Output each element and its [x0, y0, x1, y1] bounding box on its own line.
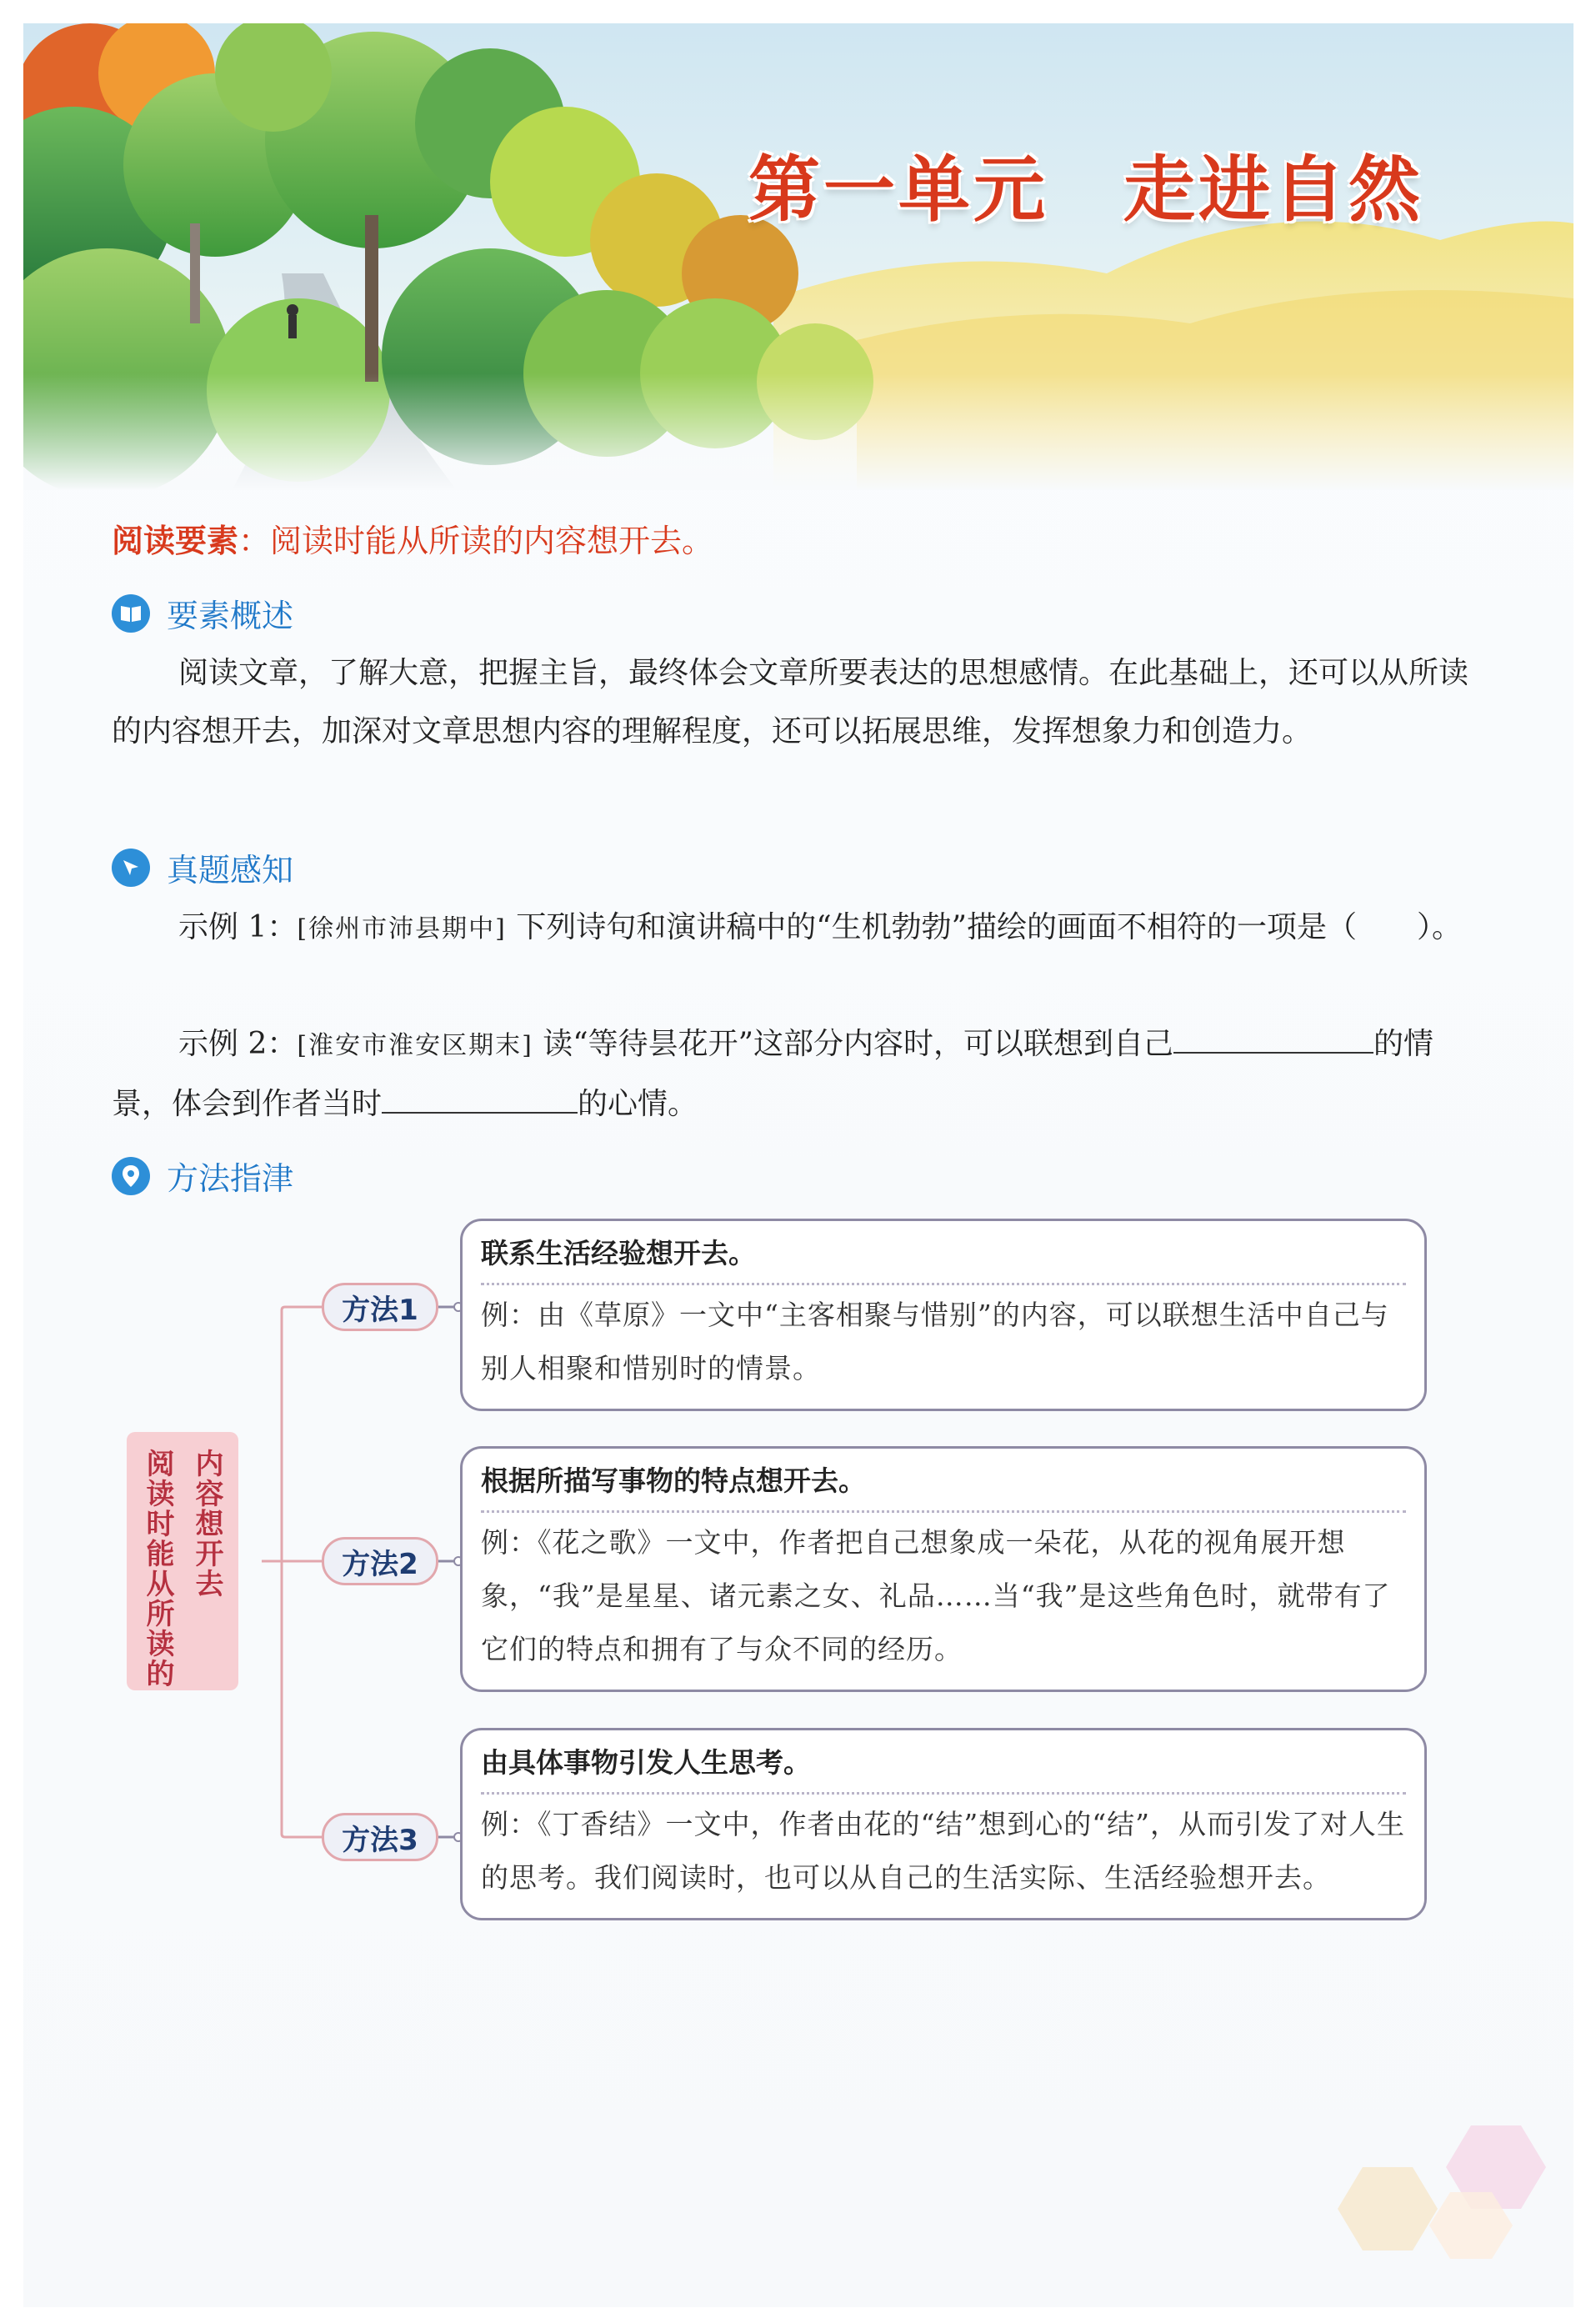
- example-2-source: [淮安市淮安区期末]: [297, 1031, 533, 1060]
- unit-label: 第一单元: [748, 148, 1048, 232]
- example-1: [112, 899, 1478, 959]
- forest-illustration: [23, 23, 1573, 490]
- root-col-1: 阅读时能从所读的: [141, 1449, 174, 1689]
- method-1-body: 例：由《草原》一文中“主客相聚与惜别”的内容，可以联想生活中自己与别人相聚和惜别时的情景。: [481, 1299, 1389, 1384]
- example-2-text-c: 的心情。: [578, 1087, 698, 1121]
- section-title-methods: 方法指津: [167, 1160, 294, 1197]
- section-real-questions: [112, 844, 293, 890]
- section-title-real-questions: 真题感知: [167, 852, 294, 889]
- method-box-3: [460, 1728, 1427, 1920]
- workbook-page: [23, 23, 1573, 2307]
- method-tag-3: 方法3: [322, 1813, 438, 1861]
- section-title-overview: 要素概述: [167, 598, 294, 634]
- section-methods: [112, 1153, 293, 1199]
- unit-banner: [23, 23, 1573, 490]
- location-pin-icon: [112, 1157, 150, 1195]
- unit-theme: 走进自然: [1123, 148, 1423, 232]
- root-col-2: 内容想开去: [190, 1449, 223, 1599]
- example-2: [112, 1015, 1478, 1134]
- answer-blank-2[interactable]: [382, 1082, 578, 1114]
- requirement-text: ：阅读时能从所读的内容想开去。: [238, 523, 714, 559]
- example-1-source: [徐州市沛县期中]: [297, 914, 507, 944]
- method-1-heading: 联系生活经验想开去。: [481, 1231, 1406, 1285]
- method-box-2: [460, 1446, 1427, 1692]
- answer-blank-1[interactable]: [1173, 1022, 1373, 1054]
- example-2-text-b: 的情景，体会到作者当时: [112, 1027, 1434, 1121]
- overview-paragraph: 阅读文章，了解大意，把握主旨，最终体会文章所要表达的思想感情。在此基础上，还可以从所读的内容想开去，加深对文章思想内容的理解程度，还可以拓展思维，发挥想象力和创造力。: [112, 656, 1469, 748]
- method-2-body: 例：《花之歌》一文中，作者把自己想象成一朵花，从花的视角展开想象，“我”是星星、诸元素之女、礼品……当“我”是这些角色时，就带有了它们的特点和拥有了与众不同的经历。: [481, 1526, 1391, 1665]
- method-2-heading: 根据所描写事物的特点想开去。: [481, 1459, 1406, 1513]
- section-overview: [112, 590, 293, 636]
- decorative-hexagons: [1325, 2117, 1558, 2267]
- method-3-body: 例：《丁香结》一文中，作者由花的“结”想到心的“结”，从而引发了对人生的思考。我们阅读时，也可以从自己的生活实际、生活经验想开去。: [481, 1808, 1405, 1894]
- example-1-text: 下列诗句和演讲稿中的“生机勃勃”描绘的画面不相符的一项是（ ）。: [516, 910, 1463, 944]
- reading-requirement: [112, 515, 713, 561]
- example-2-text-a: 读“等待昙花开”这部分内容时，可以联想到自己: [543, 1027, 1174, 1061]
- requirement-label: 阅读要素: [112, 523, 239, 559]
- method-box-1: [460, 1219, 1427, 1411]
- method-tag-2: 方法2: [322, 1537, 438, 1585]
- method-3-heading: 由具体事物引发人生思考。: [481, 1740, 1406, 1795]
- arrow-icon: [112, 849, 150, 887]
- example-1-label: 示例 1：: [178, 910, 298, 944]
- unit-title: [748, 132, 1423, 235]
- book-icon: [112, 594, 150, 633]
- mindmap-root: [127, 1432, 238, 1690]
- method-tag-1: 方法1: [322, 1283, 438, 1331]
- example-2-label: 示例 2：: [178, 1027, 298, 1061]
